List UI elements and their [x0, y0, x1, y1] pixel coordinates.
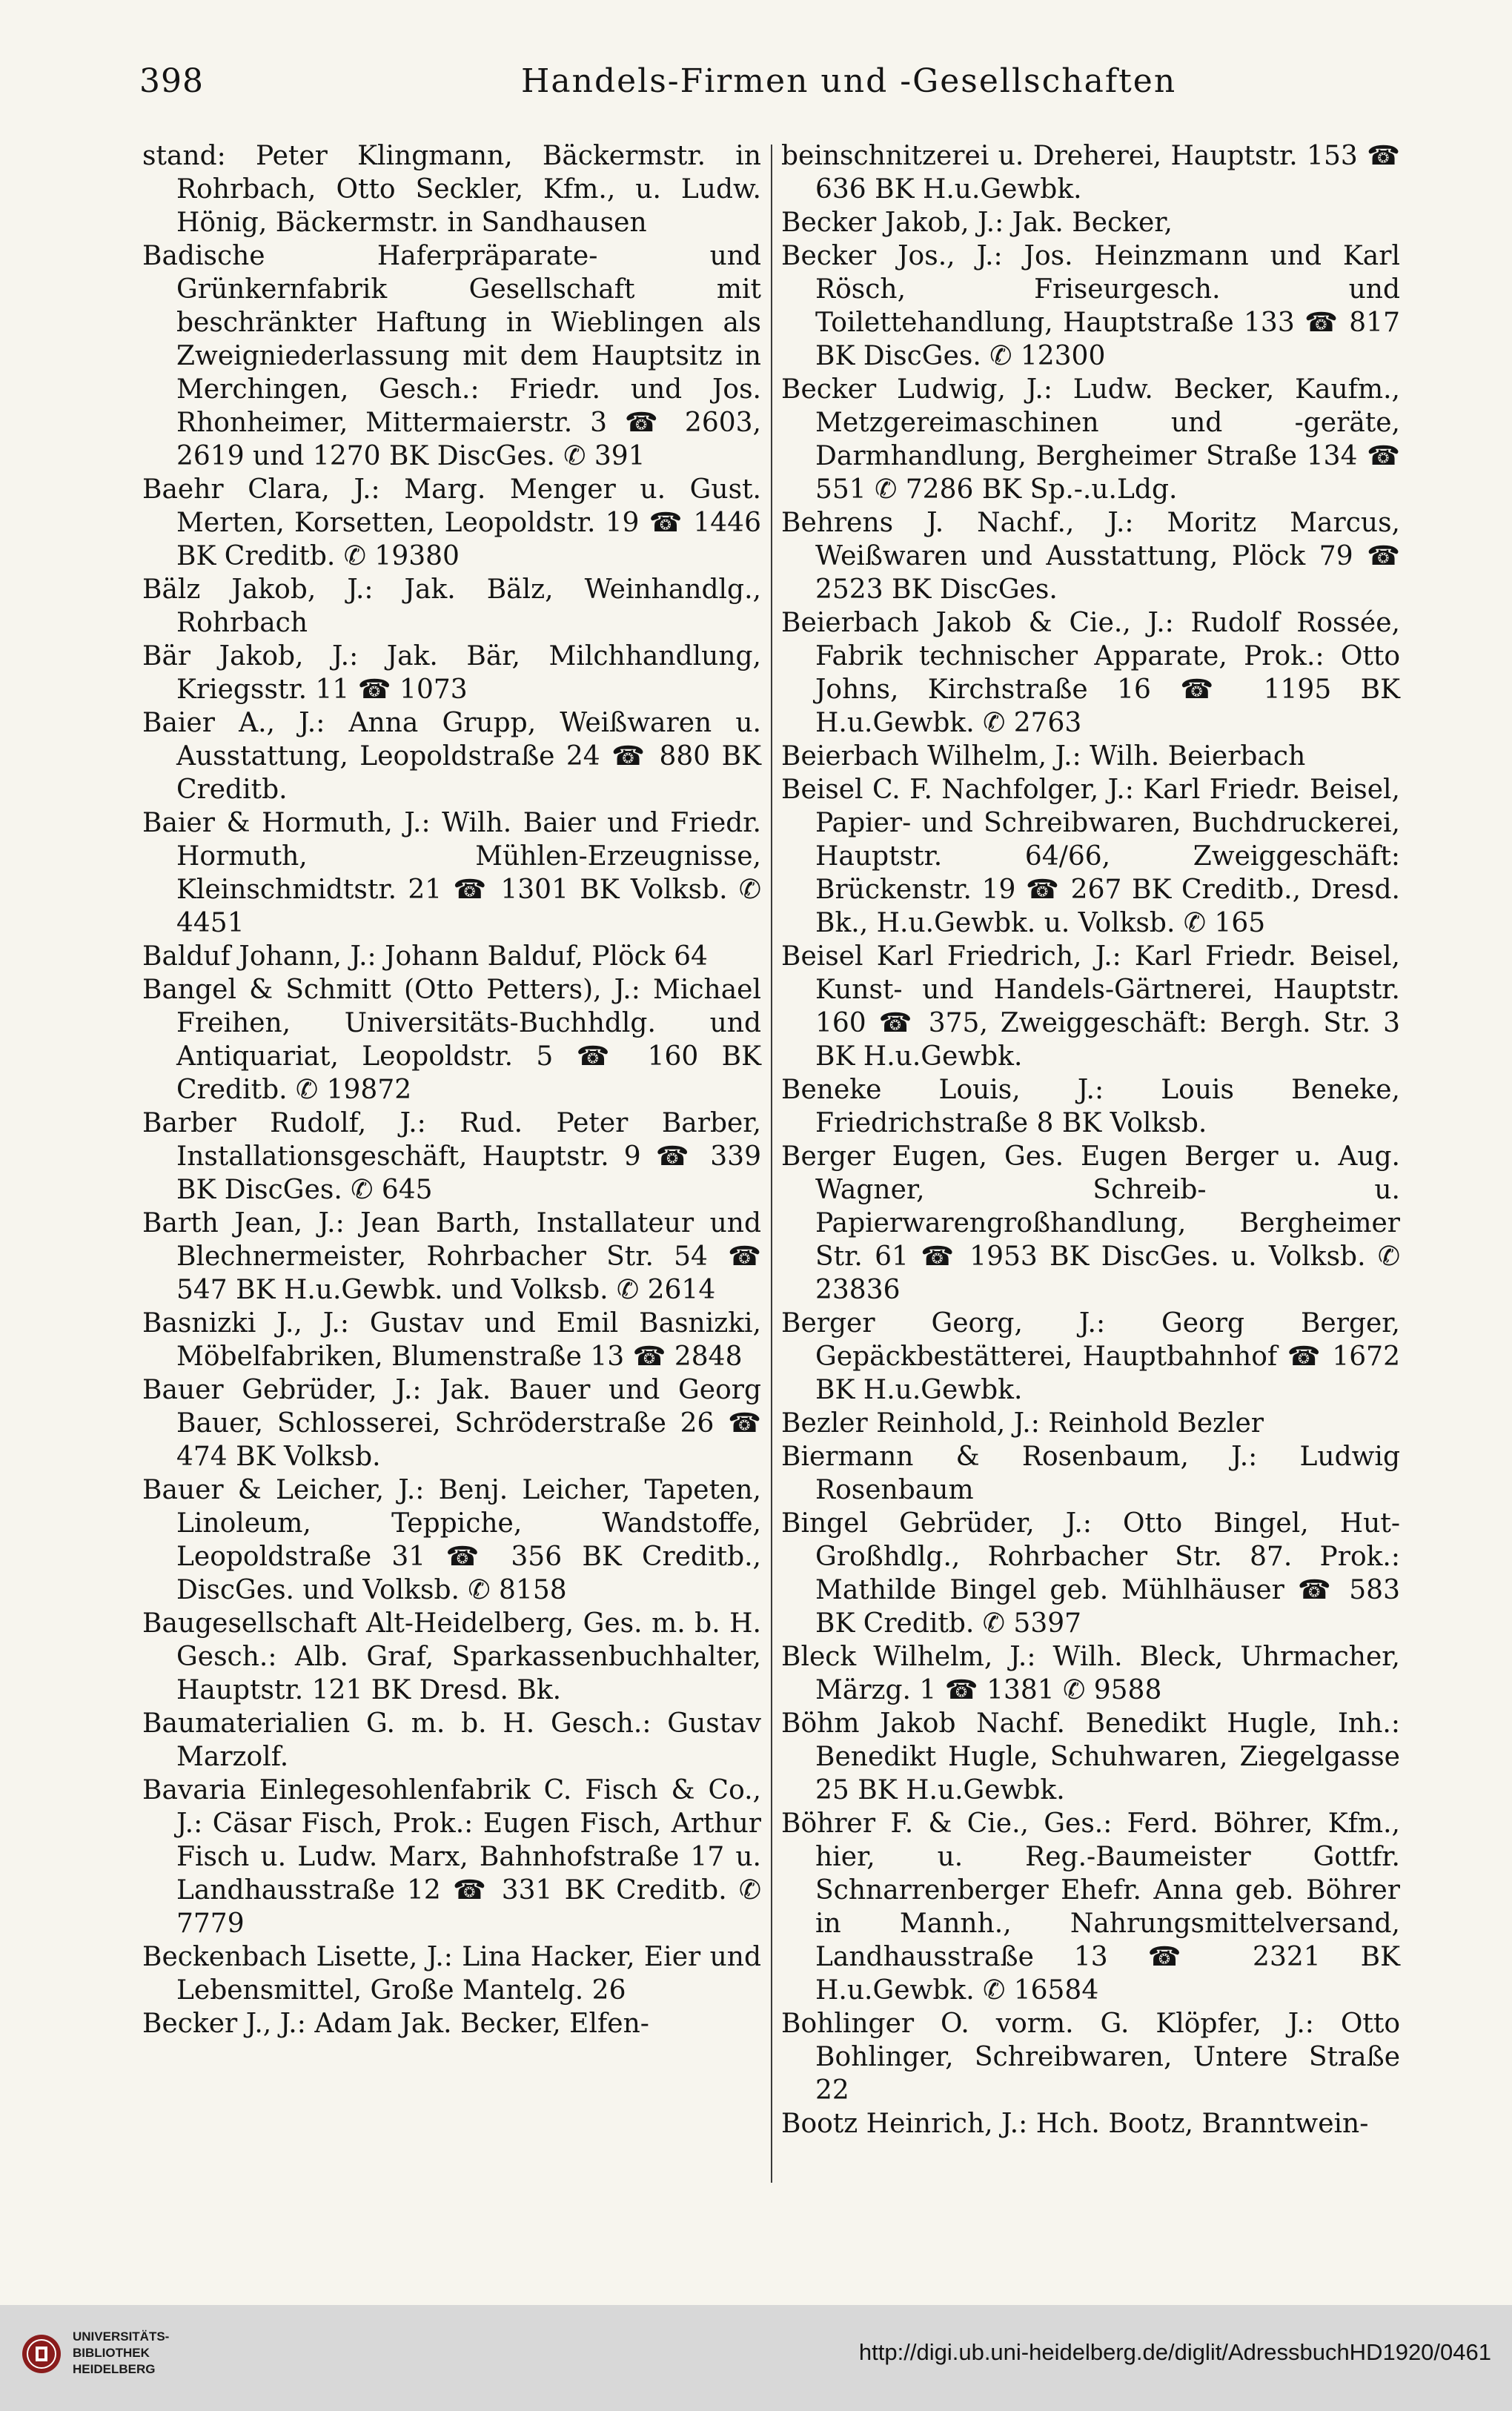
- library-seal-icon: [21, 2333, 62, 2375]
- directory-entry: Barth Jean, J.: Jean Barth, Installateur und Blechnermeister, Rohrbacher Str. 54 ☎ 547 BK H.u.Gewbk. und Volksb. ✆ 2614: [142, 1208, 761, 1305]
- page-header: [139, 59, 1392, 111]
- directory-entry: Becker Ludwig, J.: Ludw. Becker, Kaufm., Metzgereimaschinen und -geräte, Darmhandlung, Bergheimer Straße 134 ☎ 551 ✆ 7286 BK Sp.-.u.Ldg.: [781, 374, 1400, 505]
- directory-entry: Barber Rudolf, J.: Rud. Peter Barber, Installationsgeschäft, Hauptstr. 9 ☎ 339 BK DiscGes. ✆ 645: [142, 1108, 761, 1205]
- directory-entry: Basnizki J., J.: Gustav und Emil Basnizki, Möbelfabriken, Blumenstraße 13 ☎ 2848: [142, 1308, 761, 1372]
- directory-entry: Baumaterialien G. m. b. H. Gesch.: Gustav Marzolf.: [142, 1708, 761, 1772]
- directory-entry: Biermann & Rosenbaum, J.: Ludwig Rosenbaum: [781, 1442, 1400, 1505]
- directory-entry: Baier & Hormuth, J.: Wilh. Baier und Friedr. Hormuth, Mühlen-Erzeugnisse, Kleinschmidtstr. 21 ☎ 1301 BK Volksb. ✆ 4451: [142, 808, 761, 938]
- directory-entry: Behrens J. Nachf., J.: Moritz Marcus, Weißwaren und Ausstattung, Plöck 79 ☎ 2523 BK DiscGes.: [781, 508, 1400, 605]
- directory-entry: Bauer Gebrüder, J.: Jak. Bauer und Georg Bauer, Schlosserei, Schröderstraße 26 ☎ 474 BK Volksb.: [142, 1375, 761, 1472]
- running-title: Handels-Firmen und -Gesellschaften: [521, 62, 1177, 100]
- library-name-line: BIBLIOTHEK: [73, 2346, 150, 2360]
- directory-entry: Beisel C. F. Nachfolger, J.: Karl Friedr. Beisel, Papier- und Schreibwaren, Buchdruckerei, Hauptstr. 64/66, Zweiggeschäft: Brückenstr. 19 ☎ 267 BK Creditb., Dresd. Bk., H.u.Gewbk. u. Volksb. ✆ 165: [781, 775, 1400, 938]
- directory-entry: Böhm Jakob Nachf. Benedikt Hugle, Inh.: Benedikt Hugle, Schuhwaren, Ziegelgasse 25 BK H.u.Gewbk.: [781, 1708, 1400, 1805]
- directory-entry: Bleck Wilhelm, J.: Wilh. Bleck, Uhrmacher, Märzg. 1 ☎ 1381 ✆ 9588: [781, 1642, 1400, 1705]
- directory-entry: Bälz Jakob, J.: Jak. Bälz, Weinhandlg., Rohrbach: [142, 574, 761, 638]
- directory-entry: Baugesellschaft Alt-Heidelberg, Ges. m. b. H. Gesch.: Alb. Graf, Sparkassenbuchhalter, Hauptstr. 121 BK Dresd. Bk.: [142, 1608, 761, 1705]
- directory-entry: Beneke Louis, J.: Louis Beneke, Friedrichstraße 8 BK Volksb.: [781, 1075, 1400, 1138]
- directory-entry: Beckenbach Lisette, J.: Lina Hacker, Eier und Lebensmittel, Große Mantelg. 26: [142, 1942, 761, 2006]
- library-logo[interactable]: [21, 2320, 213, 2394]
- directory-entry: Böhrer F. & Cie., Ges.: Ferd. Böhrer, Kfm., hier, u. Reg.-Baumeister Gottfr. Schnarrenberger Ehefr. Anna geb. Böhrer in Mannh., Nahrungsmittelversand, Landhausstraße 13 ☎ 2321 BK H.u.Gewbk. ✆ 16584: [781, 1808, 1400, 2006]
- page-number: 398: [139, 62, 204, 100]
- source-url-link[interactable]: http://digi.ub.uni-heidelberg.de/diglit/AdressbuchHD1920/0461: [858, 2339, 1491, 2365]
- directory-entry: Bangel & Schmitt (Otto Petters), J.: Michael Freihen, Universitäts-Buchhdlg. und Antiquariat, Leopoldstr. 5 ☎ 160 BK Creditb. ✆ 19872: [142, 975, 761, 1105]
- directory-entry: Bootz Heinrich, J.: Hch. Bootz, Branntwein-: [781, 2109, 1369, 2139]
- viewer-footer: [0, 2305, 1512, 2411]
- directory-entry: Becker J., J.: Adam Jak. Becker, Elfen-: [142, 2009, 649, 2039]
- directory-entry: Beierbach Jakob & Cie., J.: Rudolf Rossée, Fabrik technischer Apparate, Prok.: Otto Johns, Kirchstraße 16 ☎ 1195 BK H.u.Gewbk. ✆ 2763: [781, 608, 1400, 738]
- directory-entry: Bezler Reinhold, J.: Reinhold Bezler: [781, 1408, 1264, 1439]
- library-name-line: HEIDELBERG: [73, 2362, 156, 2376]
- directory-entry: Berger Eugen, Ges. Eugen Berger u. Aug. Wagner, Schreib- u. Papierwarengroßhandlung, Bergheimer Str. 61 ☎ 1953 BK DiscGes. u. Volksb. ✆ 23836: [781, 1141, 1400, 1305]
- left-column: [142, 139, 761, 2040]
- directory-entry: beinschnitzerei u. Dreherei, Hauptstr. 153 ☎ 636 BK H.u.Gewbk.: [781, 141, 1400, 205]
- directory-entry: Baehr Clara, J.: Marg. Menger u. Gust. Merten, Korsetten, Leopoldstr. 19 ☎ 1446 BK Creditb. ✆ 19380: [142, 474, 761, 571]
- library-name: [73, 2329, 169, 2378]
- directory-entry: Berger Georg, J.: Georg Berger, Gepäckbestätterei, Hauptbahnhof ☎ 1672 BK H.u.Gewbk.: [781, 1308, 1400, 1405]
- directory-entry: Beierbach Wilhelm, J.: Wilh. Beierbach: [781, 741, 1306, 772]
- column-divider: [771, 145, 772, 2183]
- directory-entry: Beisel Karl Friedrich, J.: Karl Friedr. Beisel, Kunst- und Handels-Gärtnerei, Hauptstr. 160 ☎ 375, Zweiggeschäft: Bergh. Str. 3 BK H.u.Gewbk.: [781, 941, 1400, 1072]
- directory-entry: Bohlinger O. vorm. G. Klöpfer, J.: Otto Bohlinger, Schreibwaren, Untere Straße 22: [781, 2009, 1400, 2106]
- right-column: [781, 139, 1400, 2140]
- directory-entry: stand: Peter Klingmann, Bäckermstr. in Rohrbach, Otto Seckler, Kfm., u. Ludw. Hönig, Bäckermstr. in Sandhausen: [142, 141, 761, 238]
- directory-entry: Balduf Johann, J.: Johann Balduf, Plöck 64: [142, 941, 708, 972]
- directory-entry: Becker Jos., J.: Jos. Heinzmann und Karl Rösch, Friseurgesch. und Toilettehandlung, Hauptstraße 133 ☎ 817 BK DiscGes. ✆ 12300: [781, 241, 1400, 371]
- directory-entry: Bauer & Leicher, J.: Benj. Leicher, Tapeten, Linoleum, Teppiche, Wandstoffe, Leopoldstraße 31 ☎ 356 BK Creditb., DiscGes. und Volksb. ✆ 8158: [142, 1475, 761, 1605]
- directory-entry: Becker Jakob, J.: Jak. Becker,: [781, 208, 1173, 238]
- library-name-line: UNIVERSITÄTS-: [73, 2329, 170, 2344]
- directory-entry: Bingel Gebrüder, J.: Otto Bingel, Hut-Großhdlg., Rohrbacher Str. 87. Prok.: Mathilde Bingel geb. Mühlhäuser ☎ 583 BK Creditb. ✆ 5397: [781, 1508, 1400, 1639]
- directory-entry: Badische Haferpräparate- und Grünkernfabrik Gesellschaft mit beschränkter Haftung in Wieblingen als Zweigniederlassung mit dem Hauptsitz in Merchingen, Gesch.: Friedr. und Jos. Rhonheimer, Mittermaierstr. 3 ☎ 2603, 2619 und 1270 BK DiscGes. ✆ 391: [142, 241, 761, 471]
- directory-entry: Bär Jakob, J.: Jak. Bär, Milchhandlung, Kriegsstr. 11 ☎ 1073: [142, 641, 761, 705]
- directory-entry: Baier A., J.: Anna Grupp, Weißwaren u. Ausstattung, Leopoldstraße 24 ☎ 880 BK Creditb.: [142, 708, 761, 805]
- directory-entry: Bavaria Einlegesohlenfabrik C. Fisch & Co., J.: Cäsar Fisch, Prok.: Eugen Fisch, Arthur Fisch u. Ludw. Marx, Bahnhofstraße 17 u. Landhausstraße 12 ☎ 331 BK Creditb. ✆ 7779: [142, 1775, 761, 1939]
